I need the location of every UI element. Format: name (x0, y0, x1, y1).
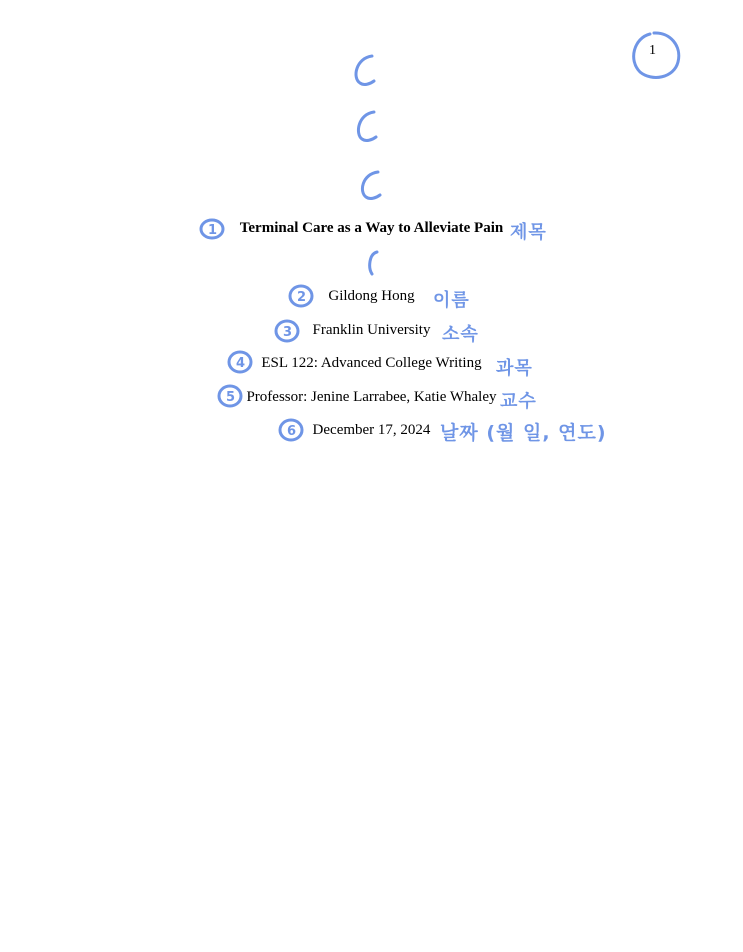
line-break-mark-1 (356, 56, 374, 84)
due-date: December 17, 2024 (312, 422, 431, 438)
marker-4-number: 4 (236, 356, 246, 371)
line-break-mark-4 (370, 252, 377, 274)
course-name: ESL 122: Advanced College Writing (261, 355, 482, 371)
annotation-name-label: 이름 (433, 290, 470, 311)
instructor-name: Professor: Jenine Larrabee, Katie Whaley (246, 389, 497, 405)
page-number: 1 (649, 43, 656, 58)
institution-name: Franklin University (312, 322, 431, 338)
page-number-circle (634, 33, 679, 78)
annotation-date-label: 날짜 (월 일, 연도) (440, 422, 607, 444)
annotation-title-label: 제목 (510, 222, 547, 243)
annotation-professor-label: 교수 (500, 391, 537, 412)
line-break-mark-3 (362, 172, 380, 198)
author-name: Gildong Hong (328, 288, 415, 304)
marker-5-number: 5 (226, 390, 236, 405)
line-break-mark-2 (358, 112, 376, 140)
marker-2-number: 2 (297, 290, 307, 305)
marker-1-number: 1 (208, 223, 218, 238)
paper-title: Terminal Care as a Way to Alleviate Pain (239, 220, 504, 236)
marker-3-number: 3 (283, 325, 293, 340)
annotation-affiliation-label: 소속 (442, 324, 479, 345)
marker-6-number: 6 (287, 424, 297, 439)
annotation-course-label: 과목 (496, 358, 533, 379)
